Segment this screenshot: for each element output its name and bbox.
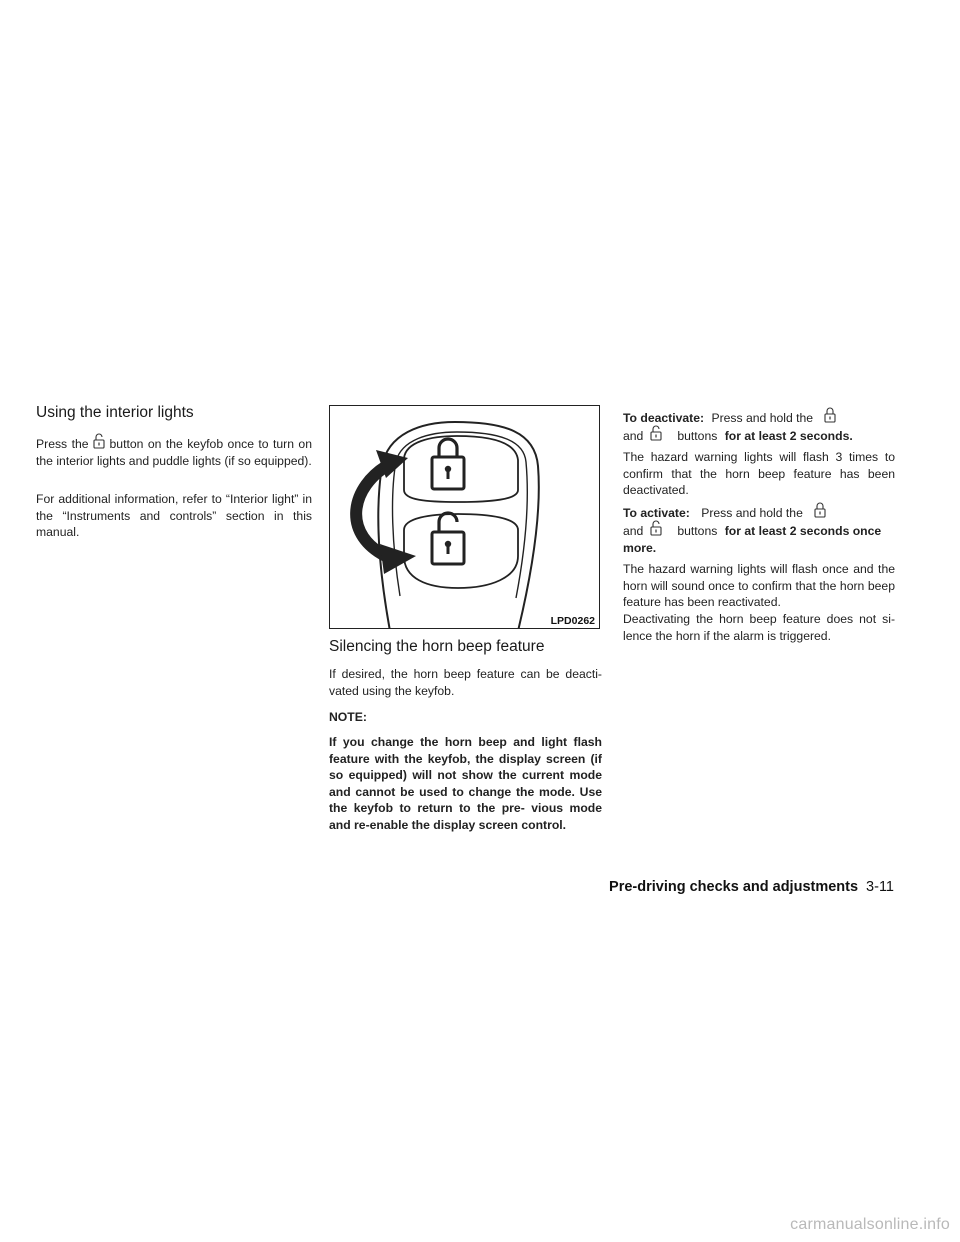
- lock-button-icon: [823, 407, 837, 423]
- deactivate-buttons: buttons: [677, 429, 718, 443]
- paragraph-alarm-note: Deactivating the horn beep feature does not si- lence the horn if the alarm is triggered.: [623, 612, 895, 643]
- paragraph-deactivated-confirm: The hazard warning lights will flash 3 times to confirm that the horn beep feature has been deactivated.: [623, 450, 895, 498]
- deactivate-label: To deactivate:: [623, 411, 705, 425]
- activate-and: and: [623, 524, 644, 538]
- activate-text: Press and hold the: [701, 506, 803, 520]
- figure-code: LPD0262: [550, 615, 595, 627]
- paragraph-interior-press: [36, 433, 312, 469]
- activate-duration: for at least 2 seconds once more.: [623, 524, 882, 555]
- paragraph-horn-deactivate: If desired, the horn beep feature can be deacti- vated using the keyfob.: [329, 667, 602, 698]
- deactivate-duration: for at least 2 seconds.: [724, 429, 853, 443]
- note-text: If you change the horn beep and light flash feature with the keyfob, the display screen (if so equipped) will not show the current mode and cannot be used to change the mode. Use the keyfob to return to the pre- vious mode and re-enable the display screen control.: [329, 735, 602, 832]
- lock-button-icon-2: [813, 502, 827, 518]
- heading-silencing-horn: Silencing the horn beep feature: [329, 638, 545, 655]
- activate-line-1: [623, 502, 895, 522]
- activate-buttons: buttons: [677, 524, 718, 538]
- text-press-the: Press the: [36, 437, 89, 451]
- keyfob-figure: [329, 405, 600, 629]
- page-number: 3-11: [866, 879, 894, 895]
- note-label: NOTE:: [329, 710, 367, 724]
- activate-line-2: [623, 520, 895, 556]
- page-footer: [609, 879, 894, 895]
- deactivate-line-1: [623, 407, 895, 427]
- footer-section-title: Pre-driving checks and adjustments: [609, 879, 859, 895]
- unlock-button-icon: [92, 433, 106, 449]
- heading-interior-lights: Using the interior lights: [36, 404, 194, 421]
- paragraph-additional-info: For additional information, refer to “Interior light” in the “Instruments and controls” section in this manual.: [36, 492, 312, 540]
- deactivate-line-2: [623, 425, 853, 445]
- paragraph-reactivated-confirm: The hazard warning lights will flash once and the horn will sound once to confirm that the horn beep feature has been reactivated.: [623, 562, 895, 610]
- unlock-button-icon: [649, 425, 663, 441]
- watermark: carmanualsonline.info: [790, 1216, 950, 1233]
- text-interior-lights-instruction: button on the keyfob once to turn on the interior lights and puddle lights (if so equipped).: [36, 437, 312, 468]
- deactivate-and: and: [623, 429, 644, 443]
- activate-label: To activate:: [623, 506, 690, 520]
- unlock-button-icon-2: [649, 520, 663, 536]
- deactivate-text: Press and hold the: [711, 411, 814, 425]
